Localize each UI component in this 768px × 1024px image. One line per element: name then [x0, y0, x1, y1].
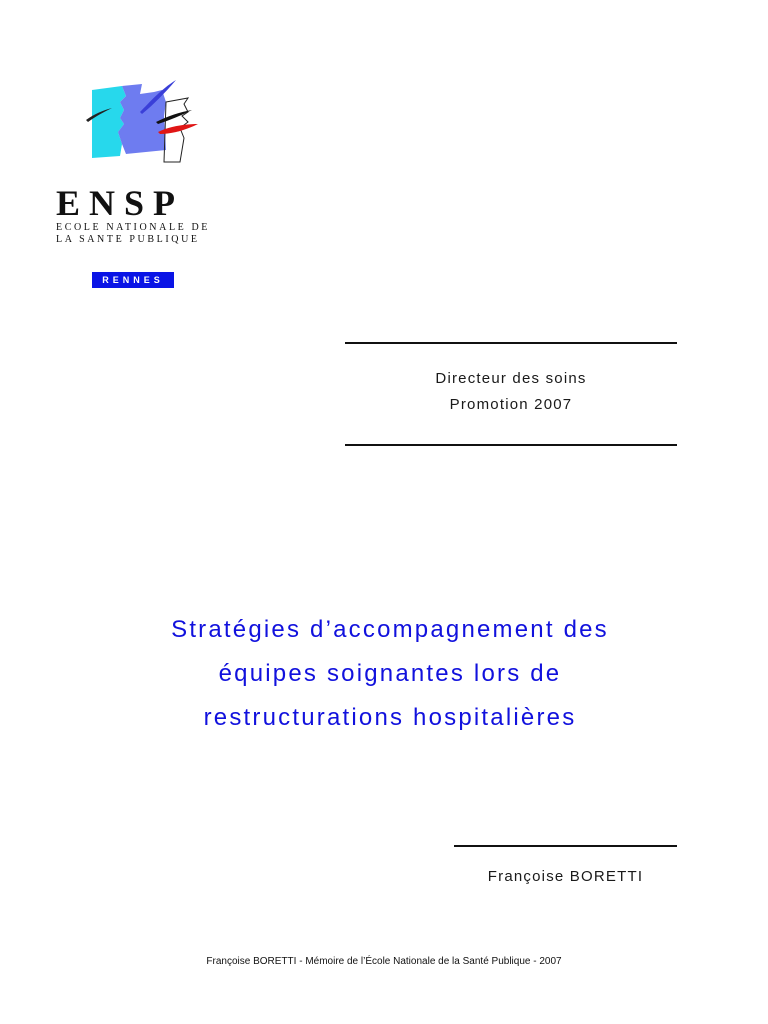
thesis-title — [40, 608, 740, 740]
page-footer: Françoise BORETTI - Mémoire de l’École Nationale de la Santé Publique - 2007 — [206, 956, 562, 967]
ensp-wordmark: ENSP — [56, 183, 185, 223]
course-line2: Promotion 2007 — [449, 396, 573, 413]
course-line1: Directeur des soins — [435, 370, 587, 387]
ensp-emblem-icon — [80, 72, 210, 172]
author-name: Françoise BORETTI — [487, 868, 644, 885]
divider-author — [454, 845, 677, 847]
ensp-subtitle-line2: LA SANTE PUBLIQUE — [56, 234, 200, 245]
rennes-badge: RENNES — [92, 272, 174, 288]
divider-top — [345, 342, 677, 344]
title-line3: restructurations hospitalières — [203, 704, 577, 731]
course-block — [345, 366, 677, 418]
divider-bottom — [345, 444, 677, 446]
ensp-subtitle-line1: ECOLE NATIONALE DE — [56, 222, 211, 233]
title-line2: équipes soignantes lors de — [218, 660, 562, 687]
ensp-logo — [48, 72, 218, 292]
title-line1: Stratégies d’accompagnement des — [171, 616, 609, 643]
